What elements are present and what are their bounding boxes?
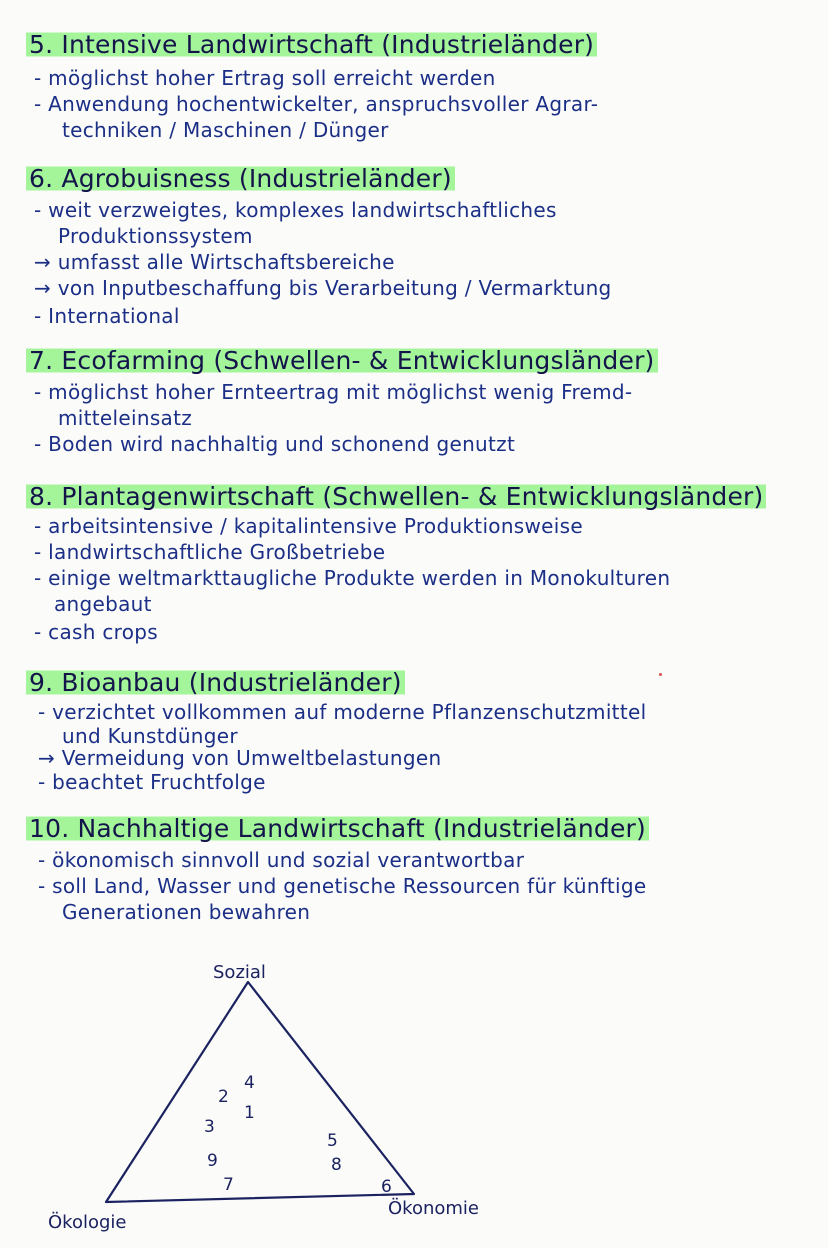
note-line: techniken / Maschinen / Dünger — [62, 118, 389, 142]
section-title-text: 10. Nachhaltige Landwirtschaft (Industrieländer) — [26, 814, 649, 843]
diagram-number: 5 — [327, 1131, 338, 1151]
section-title-text: 6. Agrobuisness (Industrieländer) — [26, 164, 455, 193]
section-title-text: 7. Ecofarming (Schwellen- & Entwicklungsländer) — [26, 346, 658, 375]
note-line: - arbeitsintensive / kapitalintensive Produktionsweise — [34, 514, 583, 538]
label-sozial: Sozial — [213, 962, 266, 983]
note-line: Generationen bewahren — [62, 900, 311, 924]
note-line: Produktionssystem — [58, 224, 253, 248]
note-line: - cash crops — [34, 620, 159, 644]
section-title-text: 9. Bioanbau (Industrieländer) — [26, 668, 405, 697]
triangle-outline — [106, 982, 414, 1202]
note-line: - möglichst hoher Ertrag soll erreicht werden — [34, 66, 496, 90]
diagram-number: 1 — [244, 1103, 255, 1123]
note-line: → Vermeidung von Umweltbelastungen — [38, 746, 442, 770]
note-line: - möglichst hoher Ernteertrag mit möglichst wenig Fremd- — [34, 380, 633, 404]
note-line: mitteleinsatz — [58, 406, 193, 430]
note-line: - landwirtschaftliche Großbetriebe — [34, 540, 386, 564]
diagram-number: 9 — [207, 1151, 218, 1171]
note-line: - einige weltmarkttaugliche Produkte werden in Monokulturen — [34, 566, 671, 590]
note-line: - Anwendung hochentwickelter, anspruchsvoller Agrar- — [34, 92, 599, 116]
note-line: - weit verzweigtes, komplexes landwirtschaftliches — [34, 198, 557, 222]
note-line: → von Inputbeschaffung bis Verarbeitung / Vermarktung — [34, 276, 612, 300]
note-line: - soll Land, Wasser und genetische Ressourcen für künftige — [38, 874, 647, 898]
diagram-number: 4 — [244, 1073, 255, 1093]
note-line: und Kunstdünger — [62, 724, 238, 748]
diagram-number: 2 — [218, 1087, 229, 1107]
diagram-number: 8 — [331, 1155, 342, 1175]
note-line: - beachtet Fruchtfolge — [38, 770, 266, 794]
label-oekonomie: Ökonomie — [388, 1198, 479, 1219]
label-oekologie: Ökologie — [48, 1212, 127, 1233]
section-title-text: 8. Plantagenwirtschaft (Schwellen- & Entwicklungsländer) — [26, 482, 766, 511]
note-line: - International — [34, 304, 180, 328]
diagram-number: 7 — [223, 1175, 234, 1195]
note-line: - verzichtet vollkommen auf moderne Pflanzenschutzmittel — [38, 700, 647, 724]
note-line: - ökonomisch sinnvoll und sozial verantwortbar — [38, 848, 525, 872]
diagram-number: 6 — [381, 1177, 392, 1197]
section-title-text: 5. Intensive Landwirtschaft (Industrieländer) — [26, 30, 597, 59]
note-line: → umfasst alle Wirtschaftsbereiche — [34, 250, 395, 274]
note-line: angebaut — [54, 592, 152, 616]
note-line: - Boden wird nachhaltig und schonend genutzt — [34, 432, 516, 456]
diagram-number: 3 — [204, 1117, 215, 1137]
